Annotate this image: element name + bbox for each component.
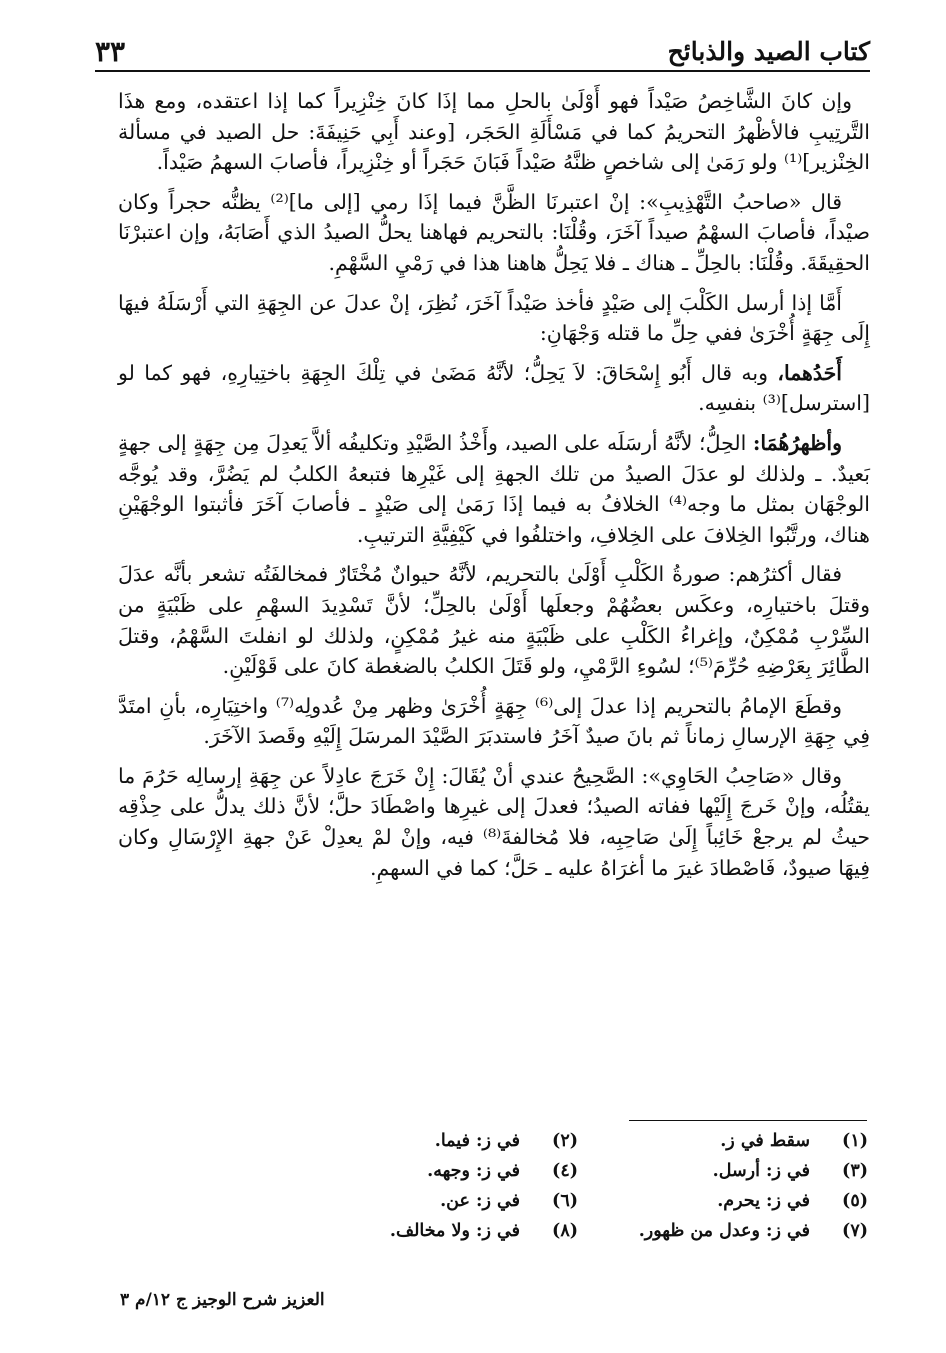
book-signature: العزيز شرح الوجيز ج ١٢/م ٣ (120, 1290, 325, 1310)
footnote-7: (٧)في ز: وعدل من ظهور. (638, 1221, 868, 1241)
footnote-3: (٣)في ز: أرسل. (712, 1161, 868, 1181)
footnote-1: (١)سقط في ز. (720, 1131, 868, 1151)
main-text (118, 86, 870, 892)
page-number: ٣٣ (95, 35, 126, 68)
paragraph-5: وأظهرُهُمَا: الحِلُّ؛ لأنَّهُ أرسَلَه على الصيد، وأَخْذُ الصَّيْدِ وتكليفُه ألاَّ يَعدِلَ مِن جِهَةٍ إلى جهةٍ بَعيدٌ. ـ ولذلك لو عدَلَ الصيدُ من تلك الجهةِ إلى غَيْرِها فتبعهُ الكلبُ لم يَضُرَّ، وقد يُوجَّه الوجْهَان بمثل ما وجه⁽⁴⁾ الخلافُ به فيما إذَا رَمَىٰ إلى صَيْدٍ ـ فأصابَ آخَرَ فأثبتوا الوجْهَيْنِ هناك، ورتَّبُوا الخِلافَ على الخِلافِ، واختلفُوا في كَيْفِيَّةِ الترتيبِ. (118, 430, 870, 547)
footnote-2: (٢)في ز: فيما. (434, 1131, 578, 1151)
paragraph-2: قال «صاحبُ التَّهْذِيبِ»: إنْ اعتبرنَا الظَّنَّ فيما إذَا رمي [إلى ما]⁽²⁾ يظنُّه حجراً وكان صيْداً، فأصابَ السهْمُ صيداً آخَرَ، وقُلْنَا: بالتحريم فهاهنا يحلُّ الصيدُ الذي أَصَابَهُ، وإن اعتبرْنَا الحقِيقَةَ. وقُلْنَا: بالحِلِّ ـ هناك ـ فلا يَحِلُّ هاهنا هذا في رَمْيِ السَّهْمِ. (118, 189, 870, 275)
paragraph-8: وقال «صَاحِبُ الحَاوِي»: الصَّحِيحُ عندي أنْ يُقَالَ: إِنْ خَرَجَ عادِلاً عن جِهَةِ إرسالِه حَرُمَ ما يقتُلُه، وإنْ خَرجَ إِلَيْها ففاته الصيدُ؛ فعدلَ إلى غيرِها واصْطَادَ حلَّ؛ لأنَّ ذلك يدلُّ على حِذْقِه حيثُ لم يرجعْ خَائِباً إِلَىٰ صَاحِبِه، فلا مُخالفةَ⁽⁸⁾ فيه، وإنْ لمْ يعدِلْ عَنْ جهةِ الإِرْسَالِ وكان فِيهَا صيودٌ، فَاصْطادَ غيرَ ما أغرَاهُ عليه ـ حَلَّ؛ كما في السهمِ. (118, 763, 870, 880)
footnote-5: (٥)في ز: يحرم. (717, 1191, 868, 1211)
paragraph-3: أَمَّا إذا أرسل الكَلْبَ إلى صَيْدٍ فأخذ صَيْداً آخَرَ، نُظِرَ، إنْ عدلَ عن الجِهَةِ التي أَرْسَلَهُ فيهَا إِلَى جِهَةٍ أُخْرَىٰ ففي حِلِّ ما قتله وَجْهَانِ: (118, 290, 870, 346)
paragraph-4: أَحَدُهما، وبه قال أَبُو إِسْحَاقَ: لاَ يَحِلُّ؛ لأنَّهُ مَضَىٰ في تِلْكَ الجِهَةِ باختِيارِهِ، فهو كما لو [استرسل]⁽³⁾ بنفسِه. (118, 360, 870, 416)
chapter-title: كتاب الصيد والذبائح (667, 37, 870, 66)
paragraph-7: وقطَعَ الإمامُ بالتحريم إذا عدلَ إلى⁽⁶⁾ جِهَةٍ أُخْرَىٰ وظهر مِنْ عُدولِه⁽⁷⁾ واختِيَارِه، بأنِ امتَدَّ فِي جِهَةِ الإرسالِ زماناً ثم بانَ صيدٌ آخَرُ فاستدبَرَ الصَّيْدَ المرسَلَ إِلَيْهِ وقَصدَ الآخَرَ. (118, 693, 870, 749)
page-header (95, 30, 870, 72)
footnote-divider (629, 1120, 867, 1121)
footnote-4: (٤)في ز: وجهه. (427, 1161, 578, 1181)
footnote-6: (٦)في ز: عن. (440, 1191, 578, 1211)
footnote-8: (٨)في ز: ولا مخالف. (389, 1221, 578, 1241)
paragraph-1: وإن كانَ الشَّاخِصُ صَيْداً فهو أَوْلَىٰ بالحلِ مما إذَا كانَ خِنْزِيراً كما إذا اعتقده، ومع هذَا التَّرتِيبِ فالأظْهرُ التحريمُ كما في مَسْأَلَةِ الحَجَر، [وعند أَبِي حَنِيفَةَ: حل الصيد في مسألة الخِنْزير]⁽¹⁾ ولو رَمَىٰ إلى شاخصٍ ظنَّهُ صَيْداً فَبَانَ حَجَراً أو خِنْزِيراً، فأصابَ السهمُ صَيْداً. (118, 89, 870, 175)
footnotes (288, 1126, 868, 1246)
paragraph-6: فقال أكثرُهم: صورةُ الكَلْبِ أَوْلَىٰ بالتحريم، لأنَّهُ حيوانٌ مُخْتَارٌ فمخالفَتُه تشعر بأنَّه عدَلَ وقتلَ باختيارِه، وعكَس بعضُهُمْ وجعلَها أَوْلَىٰ بالحِلِّ؛ لأنَّ تَسْدِيدَ السهْمِ على ظَبْيَةٍ من السِّرْبِ مُمْكِنٌ، وإغراءُ الكَلْبِ على ظَبْيَةٍ منه غيرُ مُمْكِنٍ، ولذلك لو انفلتَ السَّهْمُ، وقتلَ الطَّائِرَ بِعَرْضِهِ حُرِّمَ⁽⁵⁾؛ لسُوءِ الرَّمْيِ، ولو قَتَلَ الكلبُ بالضغطة كانَ على قَوْلَيْنِ. (118, 562, 870, 679)
